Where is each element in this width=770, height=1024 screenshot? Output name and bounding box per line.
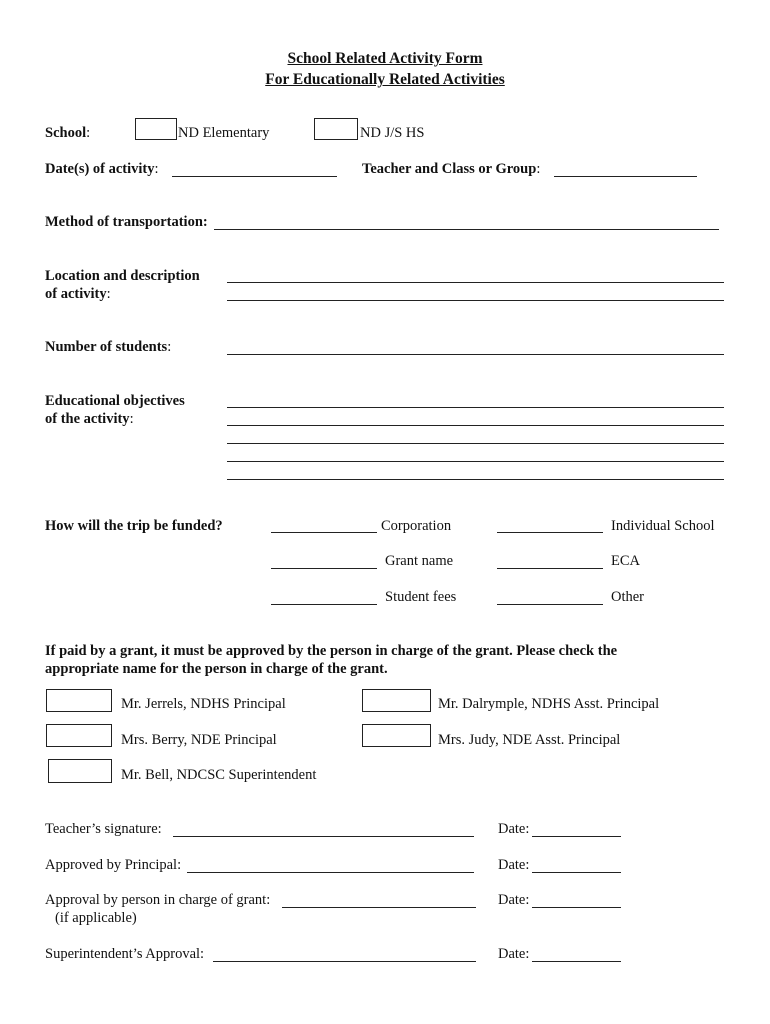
- date-label: Date:: [498, 892, 530, 908]
- num-students-field[interactable]: [227, 354, 724, 355]
- grant-date-field[interactable]: [532, 907, 621, 908]
- funding-option-label: Individual School: [611, 518, 715, 534]
- objectives-field-line[interactable]: [227, 443, 724, 444]
- teacher-signature-label: Teacher’s signature:: [45, 821, 162, 837]
- objectives-label-line1: Educational objectives: [45, 393, 185, 409]
- grant-approval-label: Approval by person in charge of grant:: [45, 892, 271, 908]
- funding-option-label: Other: [611, 589, 645, 605]
- date-label: Date:: [498, 946, 530, 962]
- superintendent-approval-label: Superintendent’s Approval:: [45, 946, 205, 962]
- objectives-field-line[interactable]: [227, 407, 724, 408]
- grant-approval-field[interactable]: [282, 907, 476, 908]
- objectives-label-line2: of the activity:: [45, 411, 134, 427]
- principal-date-field[interactable]: [532, 872, 621, 873]
- location-label-line1: Location and description: [45, 268, 200, 284]
- grant-person-checkbox[interactable]: [362, 689, 431, 712]
- superintendent-approval-field[interactable]: [213, 961, 476, 962]
- funding-individual-school-field[interactable]: [497, 532, 603, 533]
- funding-other-field[interactable]: [497, 604, 603, 605]
- grant-person-label: Mr. Dalrymple, NDHS Asst. Principal: [438, 696, 660, 712]
- dates-field[interactable]: [172, 176, 337, 177]
- funding-option-label: Student fees: [385, 589, 457, 605]
- grant-person-checkbox[interactable]: [48, 759, 112, 783]
- form-subtitle: For Educationally Related Activities: [265, 71, 505, 88]
- grant-approval-note: (if applicable): [55, 910, 137, 926]
- school-label: School:: [45, 125, 91, 141]
- school-option-label: ND J/S HS: [360, 125, 425, 141]
- grant-person-label: Mr. Bell, NDCSC Superintendent: [121, 767, 317, 783]
- funding-option-label: Corporation: [381, 518, 452, 534]
- grant-person-checkbox[interactable]: [362, 724, 431, 747]
- funding-grant-name-field[interactable]: [271, 568, 377, 569]
- grant-person-label: Mrs. Berry, NDE Principal: [121, 732, 277, 748]
- grant-person-checkbox[interactable]: [46, 724, 112, 747]
- location-field-line[interactable]: [227, 282, 724, 283]
- transportation-label: Method of transportation:: [45, 214, 208, 230]
- grant-person-label: Mrs. Judy, NDE Asst. Principal: [438, 732, 621, 748]
- date-label: Date:: [498, 857, 530, 873]
- principal-approval-field[interactable]: [187, 872, 474, 873]
- school-nd-js-hs-checkbox[interactable]: [314, 118, 358, 140]
- num-students-label: Number of students:: [45, 339, 172, 355]
- school-nd-elementary-checkbox[interactable]: [135, 118, 177, 140]
- location-field-line[interactable]: [227, 300, 724, 301]
- form-title: School Related Activity Form: [287, 50, 483, 67]
- objectives-field-line[interactable]: [227, 425, 724, 426]
- grant-notice-line1: If paid by a grant, it must be approved by the person in charge of the grant. Please check the: [45, 643, 618, 659]
- grant-person-checkbox[interactable]: [46, 689, 112, 712]
- superintendent-date-field[interactable]: [532, 961, 621, 962]
- transportation-field[interactable]: [214, 229, 719, 230]
- funding-eca-field[interactable]: [497, 568, 603, 569]
- grant-person-label: Mr. Jerrels, NDHS Principal: [121, 696, 286, 712]
- school-option-label: ND Elementary: [178, 125, 270, 141]
- objectives-field-line[interactable]: [227, 461, 724, 462]
- teacher-class-field[interactable]: [554, 176, 697, 177]
- teacher-class-label: Teacher and Class or Group:: [362, 161, 541, 177]
- objectives-field-line[interactable]: [227, 479, 724, 480]
- funding-question: How will the trip be funded?: [45, 518, 223, 534]
- location-label-line2: of activity:: [45, 286, 111, 302]
- funding-student-fees-field[interactable]: [271, 604, 377, 605]
- grant-notice-line2: appropriate name for the person in charge of the grant.: [45, 661, 388, 677]
- funding-corporation-field[interactable]: [271, 532, 377, 533]
- principal-approval-label: Approved by Principal:: [45, 857, 182, 873]
- funding-option-label: ECA: [611, 553, 640, 569]
- dates-label: Date(s) of activity:: [45, 161, 159, 177]
- funding-option-label: Grant name: [385, 553, 454, 569]
- teacher-date-field[interactable]: [532, 836, 621, 837]
- date-label: Date:: [498, 821, 530, 837]
- teacher-signature-field[interactable]: [173, 836, 474, 837]
